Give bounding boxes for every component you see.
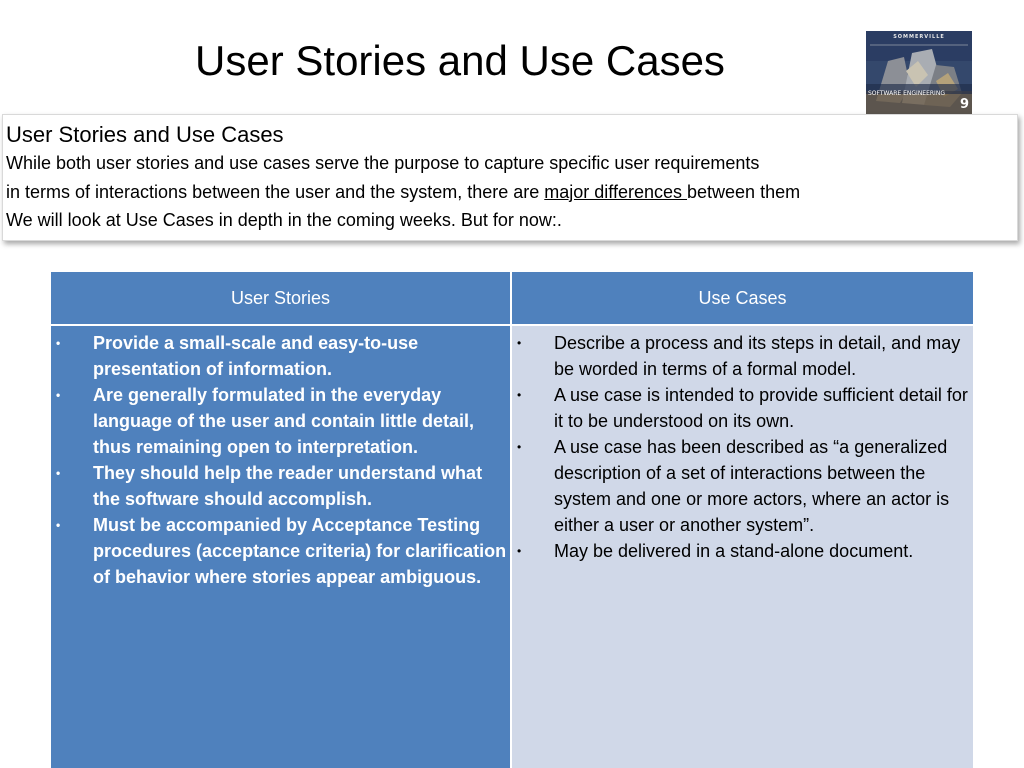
intro-heading: User Stories and Use Cases <box>6 122 284 147</box>
bullet-icon: • <box>517 440 522 454</box>
use-cases-list <box>512 326 973 564</box>
list-item <box>512 434 973 538</box>
header-user-stories: User Stories <box>51 272 510 324</box>
list-item-text: A use case has been described as “a generalized description of a set of interactions between the system and one or more actors, where an actor is either a user or another system”. <box>554 437 950 535</box>
list-item <box>51 330 510 382</box>
bullet-icon: • <box>56 388 61 402</box>
bullet-icon: • <box>517 336 522 350</box>
list-item-text: Describe a process and its steps in detail, and may be worded in terms of a formal model. <box>554 333 961 379</box>
book-cover-art <box>866 31 972 115</box>
bullet-icon: • <box>517 388 522 402</box>
use-cases-cell <box>512 326 973 768</box>
intro-line-2-start: in terms of interactions between the user and the system, there are <box>6 182 545 202</box>
list-item <box>512 330 973 382</box>
intro-line-1: While both user stories and use cases serve the purpose to capture specific user requirements <box>6 153 760 173</box>
list-item-text: Must be accompanied by Acceptance Testing procedures (acceptance criteria) for clarification of behavior where stories appear ambiguous. <box>93 515 507 587</box>
list-item-text: Provide a small-scale and easy-to-use presentation of information. <box>93 333 419 379</box>
book-author: SOMMERVILLE <box>893 34 945 40</box>
intro-line-2-end: between them <box>687 182 801 202</box>
intro-box <box>2 114 1018 241</box>
list-item-text: A use case is intended to provide sufficient detail for it to be understood on its own. <box>554 385 968 431</box>
bullet-icon: • <box>517 544 522 558</box>
header-use-cases: Use Cases <box>512 272 973 324</box>
book-edition: 9 <box>959 97 969 112</box>
major-differences-link[interactable]: major differences <box>544 182 688 202</box>
intro-line-2 <box>6 180 800 204</box>
list-item <box>512 382 973 434</box>
list-item <box>51 382 510 460</box>
list-item <box>51 460 510 512</box>
slide-title: User Stories and Use Cases <box>195 37 725 84</box>
list-item <box>51 512 510 590</box>
bullet-icon: • <box>56 336 61 350</box>
bullet-icon: • <box>56 518 61 532</box>
book-cover-image <box>866 31 972 115</box>
book-title: SOFTWARE ENGINEERING <box>868 90 945 97</box>
user-stories-cell <box>51 326 510 768</box>
list-item-text: Are generally formulated in the everyday language of the user and contain little detail, thus remaining open to interpretation. <box>93 385 475 457</box>
user-stories-list <box>51 326 510 590</box>
bullet-icon: • <box>56 466 61 480</box>
comparison-table <box>51 272 973 768</box>
list-item-text: They should help the reader understand what the software should accomplish. <box>93 463 483 509</box>
intro-line-3: We will look at Use Cases in depth in the coming weeks. But for now:. <box>6 210 562 230</box>
list-item <box>512 538 973 564</box>
list-item-text: May be delivered in a stand-alone document. <box>554 541 914 561</box>
